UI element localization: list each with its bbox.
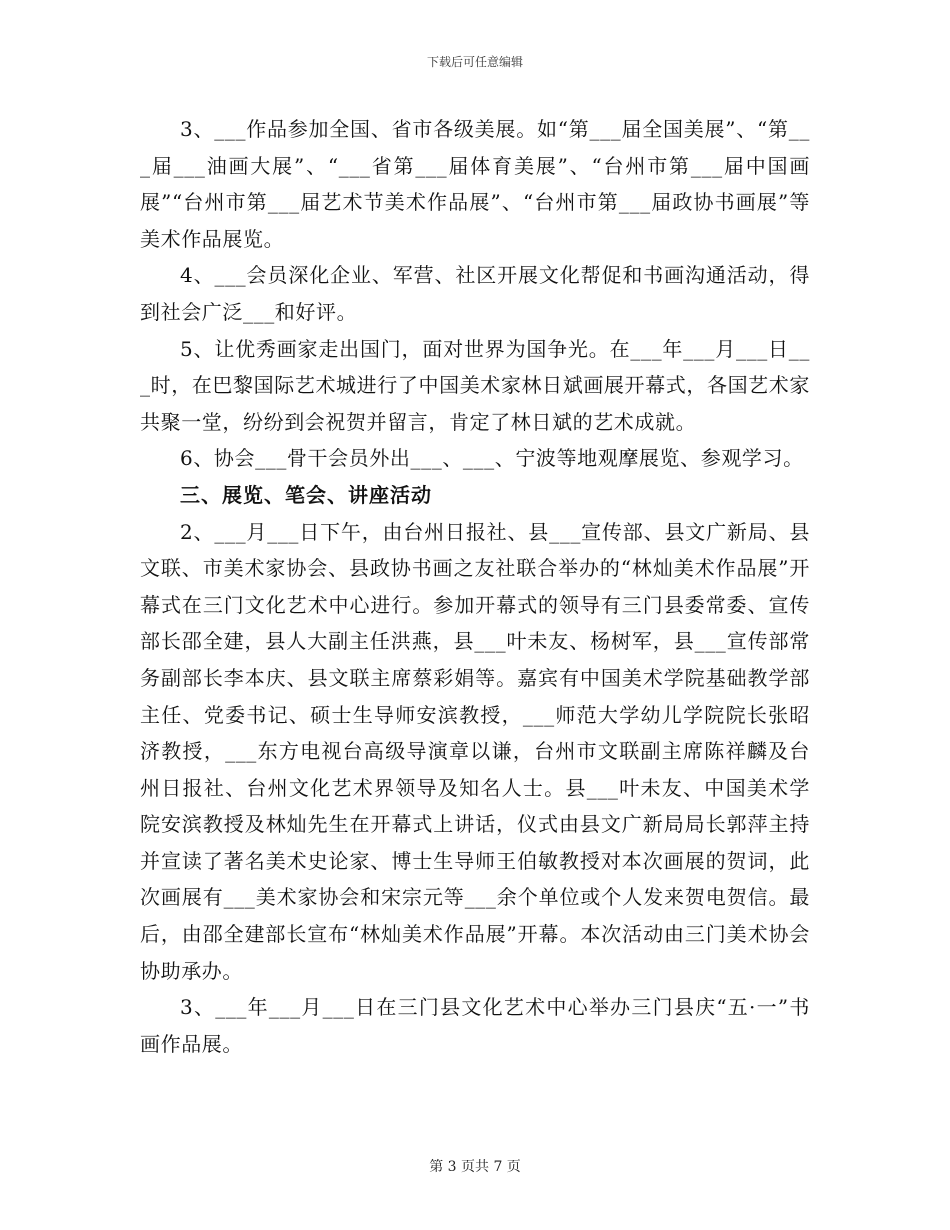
page-header-note: 下载后可任意编辑 [426, 55, 523, 69]
page-number: 第 3 页共 7 页 [429, 1159, 521, 1175]
paragraph-item-3-may-day-exhibition: 3、___年___月___日在三门县文化艺术中心举办三门县庆“五·一”书画作品展。 [140, 995, 810, 1056]
paragraph-item-6-study-tour: 6、协会___骨干会员外出___、___、宁波等地观摩展览、参观学习。 [180, 446, 804, 471]
paragraph-item-5-paris-exhibition: 5、让优秀画家走出国门，面对世界为国争光。在___年___月___日___时，在巴黎国际艺术城进行了中国美术家林日斌画展开幕式，各国艺术家共聚一堂，纷纷到会祝贺并留言，肯定了林日斌的艺术成就。 [140, 336, 810, 434]
paragraph-item-2-lin-can-exhibition: 2、___月___日下午，由台州日报社、县___宣传部、县文广新局、县文联、市美术家协会、县政协书画之友社联合举办的“林灿美术作品展”开幕式在三门文化艺术中心进行。参加开幕式的领导有三门县委常委、宣传部长邵全建，县人大副主任洪燕，县___叶未友、杨树军，县___宣传部常务副部长李本庆、县文联主席蔡彩娟等。嘉宾有中国美术学院基础教学部主任、党委书记、硕士生导师安滨教授，___师范大学幼儿学院院长张昭济教授，___东方电视台高级导演章以谦，台州市文联副主席陈祥麟及台州日报社、台州文化艺术界领导及知名人士。县___叶未友、中国美术学院安滨教授及林灿先生在开幕式上讲话，仪式由县文广新局局长郭萍主持并宣读了著名美术史论家、博士生导师王伯敏教授对本次画展的贺词，此次画展有___美术家协会和宋宗元等___余个单位或个人发来贺电贺信。最后，由邵全建部长宣布“林灿美术作品展”开幕。本次活动由三门美术协会协助承办。 [140, 519, 810, 983]
paragraph-item-4-community-activities: 4、___会员深化企业、军营、社区开展文化帮促和书画沟通活动，得到社会广泛___和好评。 [140, 263, 810, 324]
paragraph-item-3-exhibitions: 3、___作品参加全国、省市各级美展。如“第___届全国美展”、“第___届___油画大展”、“___省第___届体育美展”、“台州市第___届中国画展”“台州市第___届艺术节美术作品展”、“台州市第___届政协书画展”等美术作品展览。 [140, 117, 810, 251]
section-heading: 三、展览、笔会、讲座活动 [180, 482, 432, 507]
document-body [140, 111, 810, 1062]
